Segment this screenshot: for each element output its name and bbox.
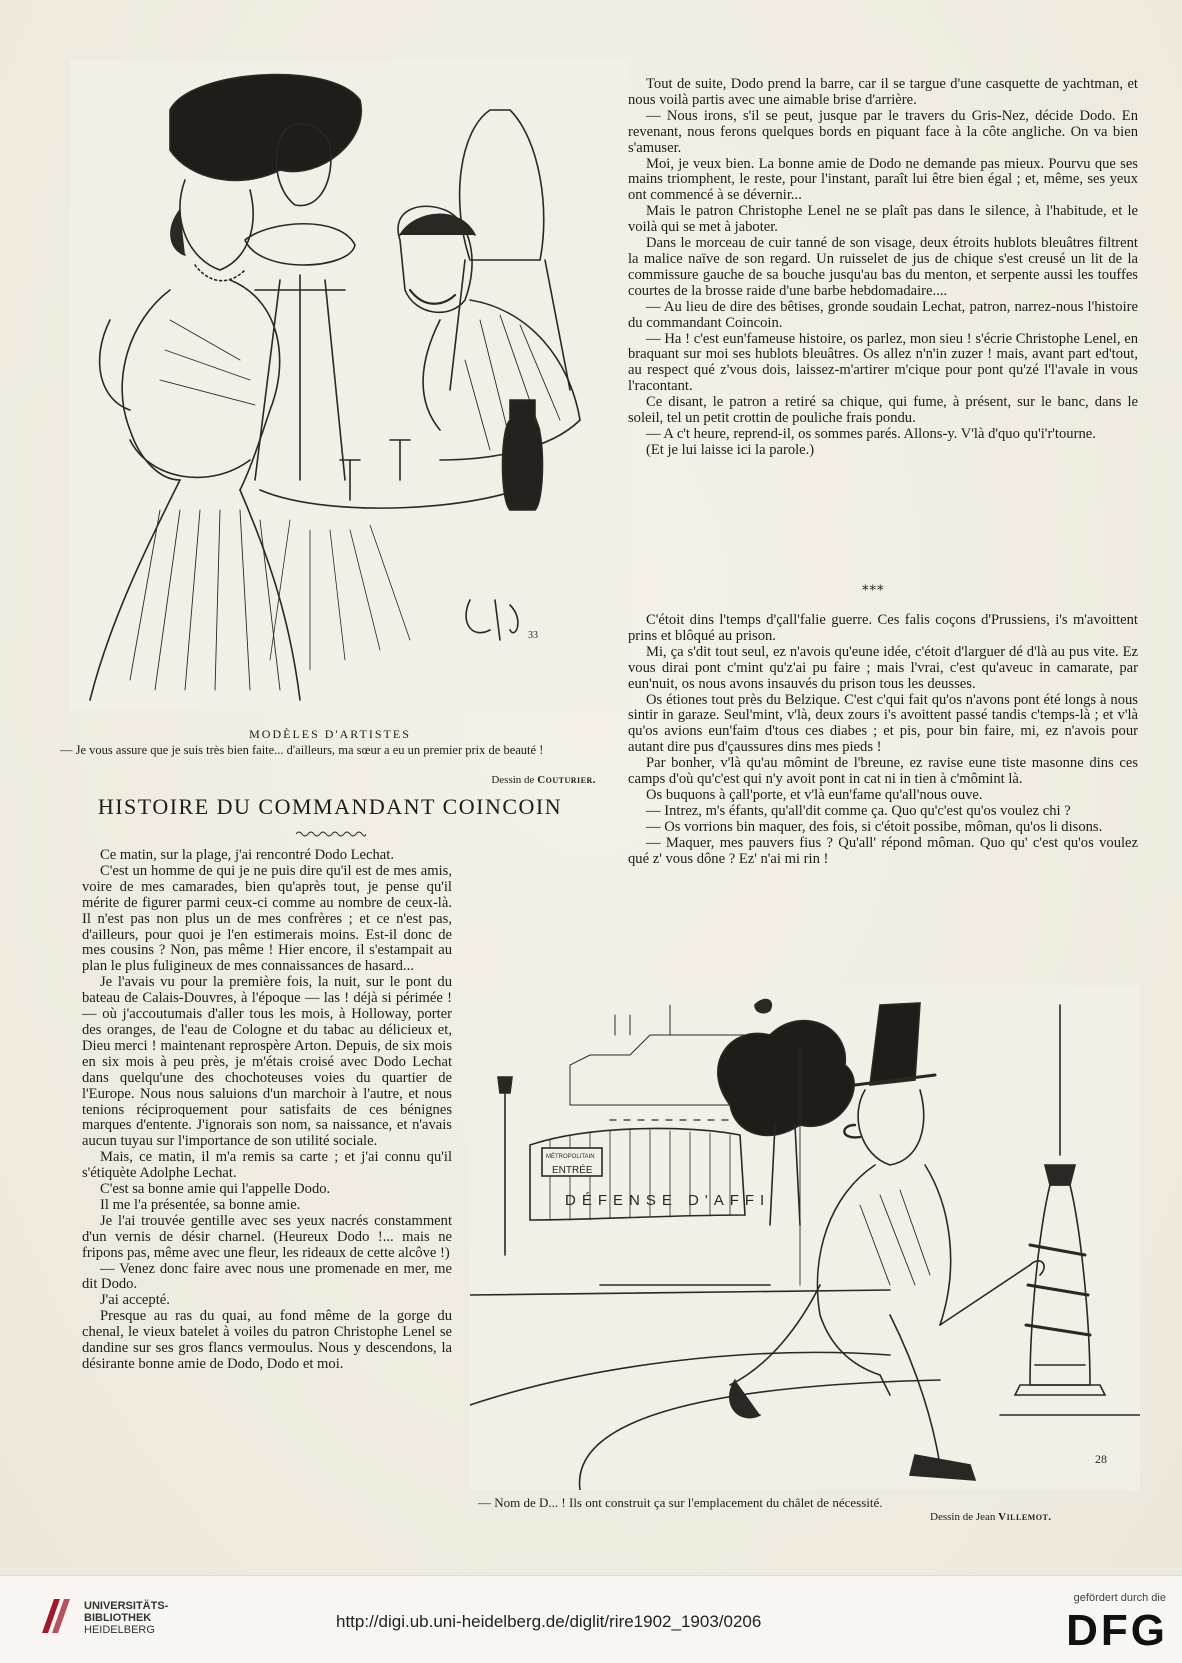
bottom-caption-text: — Nom de D... ! Ils ont construit ça sur l'emplacement du châlet de nécessité. [478, 1495, 883, 1510]
paragraph: — A c't heure, reprend-il, os sommes parés. Allons-y. V'là d'quo qu'i'r'tourne. [646, 425, 1096, 442]
paragraph: Il me l'a présentée, sa bonne amie. [100, 1196, 301, 1213]
article-left-column [82, 848, 452, 1373]
illustration-metro-entrance [470, 985, 1140, 1490]
sketch-artist-and-model [70, 60, 630, 710]
fence-poster-text: DÉFENSE D'AFFI [565, 1192, 771, 1209]
university-library-logo-icon [38, 1593, 72, 1639]
paragraph: J'ai accepté. [100, 1292, 170, 1309]
caption-text: — Je vous assure que je suis très bien faite... d'ailleurs, ma sœur a eu un premier prix de beauté ! [60, 743, 544, 757]
credit-name: Villemot. [998, 1511, 1052, 1523]
sign-main-text: ENTRÉE [552, 1165, 593, 1176]
paragraph: Moi, je veux bien. La bonne amie de Dodo ne demande pas mieux. Pourvu que ses mains triomphent, le reste, pour l'instant, paraît lui être bien égal ; et, même, ses yeux ont commencé à se dévernir... [628, 155, 1138, 204]
institution-line: HEIDELBERG [84, 1624, 155, 1636]
paragraph: Dans le morceau de cuir tanné de son visage, deux étroits hublots bleuâtres filtrent la malice naïve de son regard. Un ruisselet de jus de chique s'est creusé un lit de la commissure gauche de sa bouche jusqu'au bas du menton, et serpente aussi les touffes courtes de la brosse raide d'une barbe hebdomadaire.... [628, 235, 1138, 299]
caption-title: MODÈLES D'ARTISTES [249, 727, 411, 741]
article-right-column-bottom [628, 613, 1138, 868]
sign-top-text: MÉTROPOLITAIN [546, 1154, 595, 1160]
caption-text-block [60, 743, 596, 788]
illustration-signature-number: 33 [528, 630, 538, 641]
paragraph: Par bonher, v'là qu'au mômint de l'breune, ez ravise eune tiste masonne dins ces camps d'où qu'c'est qui n'y avoit pont in cat ni in tien à c'mômint là. [628, 755, 1138, 788]
article-right-column-top [628, 77, 1138, 459]
paragraph: Je l'ai trouvée gentille avec ses yeux nacrés constamment d'un vernis de désir charnel. (Heureux Dodo !... mais ne fripons pas, même avec une fleur, les rideaux de cette alcôve !) [82, 1212, 452, 1261]
institution-line: BIBLIOTHEK [84, 1612, 152, 1624]
paragraph: Ce disant, le patron a retiré sa chique, qui fume, à présent, sur le banc, dans le soleil, tel un petit crottin de pouliche frais pondu. [628, 394, 1138, 427]
paragraph: C'est un homme de qui je ne puis dire qu'il est de mes amis, voire de mes camarades, bien qu'après tout, je pense qu'il mérite de figurer parmi ceux-ci comme au nombre de ceux-là. Il n'est pas non plus un de mes confrères ; et ce n'est pas, d'ailleurs, pour quoi je l'en estimerais moins. Est-il donc de mes cousins ? Non, pas même ! Hier encore, il s'estampait au plan le plus fuligineux de mes connaissances de hasard... [82, 862, 452, 975]
paragraph: Mi, ça s'dit tout seul, ez n'avois qu'eune idée, c'étoit d'larguer dé d'là au pus vite. Ez vous dirai pont c'mint qu'z'ai pu faire ; mais l'vrai, c'est qu'aveuc in camarate, par eun'nuit, os nous avons insauvés du prison tous les deusses. [628, 643, 1138, 692]
illustration-artists-models [70, 60, 630, 710]
caption-credit [491, 773, 596, 788]
section-separator-stars: ⁎⁎⁎ [862, 578, 885, 593]
title-ornament [296, 830, 366, 838]
paragraph: — Venez donc faire avec nous une promenade en mer, me dit Dodo. [82, 1260, 452, 1293]
institution-line: UNIVERSITÄTS- [84, 1600, 169, 1612]
credit-name: Couturier. [537, 774, 596, 786]
paragraph: Os buquons à çall'porte, et v'là eun'fame qu'all'nous ouve. [646, 786, 983, 803]
paragraph: — Maquer, mes pauvers fius ? Qu'all' répond môman. Quo qu' c'est qu'os voulez qué z' vous dône ? Ez' n'ai mi rin ! [628, 834, 1138, 867]
funded-by-text: gefördert durch die [1073, 1592, 1166, 1604]
paragraph: Je l'avais vu pour la première fois, la nuit, sur le pont du bateau de Calais-Douvres, à l'époque — las ! déjà si périmée ! — où j'accoutumais d'aller tous les mois, à Holloway, porter des oranges, de l'eau de Cologne et du tabac au délicieux et, Dieu merci ! maintenant reprospère Arton. Depuis, de six mois en six mois à peu près, je m'étais croisé avec Dodo Lechat dans quelqu'une des chochoteuses voies du quartier de l'Europe. Nous nous saluions d'un marchoir à l'autre, et nous tenions réciproquement pour satisfaits de ces bénignes marques d'entente. J'ignorais son nom, sa naissance, et n'avais aucun tuyau sur l'importance de son utilité sociale. [82, 974, 452, 1150]
paragraph: Ce matin, sur la plage, j'ai rencontré Dodo Lechat. [100, 847, 394, 863]
dfg-logo: DFG [1066, 1606, 1168, 1655]
paragraph: Tout de suite, Dodo prend la barre, car il se targue d'une casquette de yachtman, et nous voilà partis avec une aimable brise d'arrière. [628, 76, 1138, 108]
paragraph: C'est sa bonne amie qui l'appelle Dodo. [100, 1181, 331, 1198]
paragraph: — Os vorrions bin maquer, des fois, si c'étoit possibe, môman, qu'os li disons. [646, 818, 1103, 835]
institution-name [84, 1600, 168, 1636]
credit-prefix: Dessin de Jean [930, 1511, 996, 1523]
article-title: HISTOIRE DU COMMANDANT COINCOIN [97, 794, 563, 819]
paragraph: Presque au ras du quai, au fond même de la gorge du chenal, le vieux batelet à voiles du patron Christophe Lenel se dandine sur ses gros flancs vermoulus. Nous y descendons, la désirante bonne amie de Dodo, Dodo et moi. [82, 1308, 452, 1372]
paragraph: (Et je lui laisse ici la parole.) [646, 441, 815, 458]
illustration-page-number: 28 [1095, 1452, 1107, 1466]
paragraph: Mais le patron Christophe Lenel ne se plaît pas dans le silence, à l'habitude, et le voilà qui se met à jaboter. [628, 203, 1138, 236]
paragraph: Os étiones tout près du Belzique. C'est c'qui fait qu'os n'avons pont été longs à nous sintir in garaze. Seul'mint, v'là, deux zours i's avoittent passé tandis c'temps-là ; et v'là qu'os avions eun'faim d'tous ces diabes ; et pis, pour bin faire, mi, ez n'avois pour autant dire pus d'çaussures dins mes pieds ! [628, 691, 1138, 756]
permalink-url[interactable]: http://digi.ub.uni-heidelberg.de/diglit/rire1902_1903/0206 [336, 1612, 762, 1631]
paragraph: — Au lieu de dire des bêtises, gronde soudain Lechat, patron, narrez-nous l'histoire du commandant Coincoin. [628, 298, 1138, 331]
credit-prefix: Dessin de [491, 774, 535, 786]
paragraph: — Intrez, m's éfants, qu'all'dit comme ça. Quo qu'c'est qu'os voulez chi ? [646, 802, 1071, 819]
bottom-caption-credit [930, 1511, 1052, 1523]
paragraph: Mais, ce matin, il m'a remis sa carte ; et j'ai connu qu'il s'étiquète Adolphe Lechat. [82, 1149, 452, 1182]
sketch-gentleman-and-metro [470, 985, 1140, 1490]
paragraph: C'étoit dins l'temps d'çall'falie guerre. Ces falis coçons d'Prussiens, i's m'avoittent prins et blôqué au prison. [628, 612, 1138, 644]
paragraph: — Ha ! c'est eun'fameuse histoire, os parlez, mon sieu ! s'écrie Christophe Lenel, en braquant sur moi ses hublots bleuâtres. Os allez n'n'in zuzer ! mais, avant part ed'tout, au respect qué z'vous dois, laissez-m'artirer m'cique pour pont qu'zé l'l'avale in vous l'racontant. [628, 330, 1138, 395]
paragraph: — Nous irons, s'il se peut, jusque par le travers du Gris-Nez, décide Dodo. En revenant, nous ferons quelques bords en piquant face à la côte angliche. On va bien s'amuser. [628, 107, 1138, 156]
